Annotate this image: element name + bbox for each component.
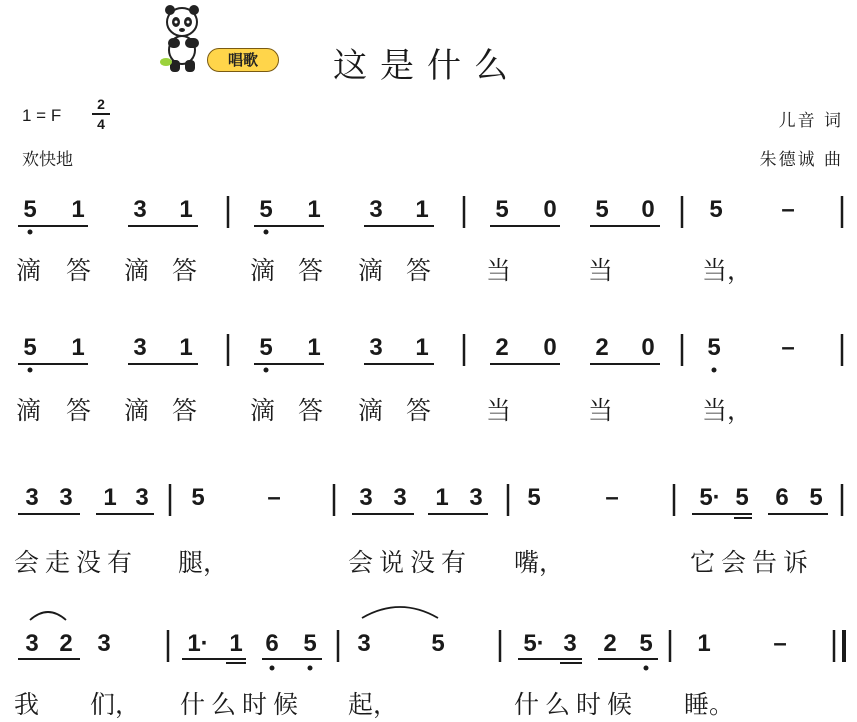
note: 5	[23, 196, 37, 223]
note: 5	[639, 630, 653, 657]
lyric: 当，	[702, 256, 753, 285]
composer-credit: 朱德诚 曲	[759, 150, 843, 170]
note: 5	[735, 484, 749, 511]
note: 0	[641, 196, 655, 223]
note: 0	[543, 334, 557, 361]
note: 3	[25, 484, 39, 511]
note: 1	[229, 630, 243, 657]
note: 3	[97, 630, 111, 657]
lyric: 滴	[124, 396, 150, 425]
lyric: 滴	[16, 396, 42, 425]
lyric: 答	[298, 256, 324, 285]
note: 3	[59, 484, 73, 511]
lyric: 它会告诉	[690, 548, 815, 577]
song-title: 这是什么	[333, 46, 521, 86]
lyric: 滴	[250, 256, 276, 285]
note: 2	[59, 630, 73, 657]
note: 3	[563, 630, 577, 657]
lyric: 当	[486, 396, 512, 425]
note: 1	[179, 196, 193, 223]
lyric: 滴	[250, 396, 276, 425]
lyric: 答	[66, 396, 92, 425]
note: 1	[415, 334, 429, 361]
lyric: 们，	[90, 690, 141, 719]
lyric: 什么时候	[180, 690, 305, 719]
dash: –	[267, 484, 281, 511]
note: 1	[415, 196, 429, 223]
lyric: 答	[406, 256, 432, 285]
note: 1	[307, 196, 321, 223]
note: 2	[603, 630, 617, 657]
note: 0	[543, 196, 557, 223]
note: 5	[595, 196, 609, 223]
note: 3	[25, 630, 39, 657]
tempo-marking: 欢快地	[22, 150, 73, 170]
note-dotted: 5·	[699, 484, 721, 511]
note: 1	[179, 334, 193, 361]
note-dotted: 5·	[523, 630, 545, 657]
note: 3	[393, 484, 407, 511]
lyric: 嘴，	[514, 548, 565, 577]
note: 3	[357, 630, 371, 657]
note: 2	[495, 334, 509, 361]
lyric: 答	[66, 256, 92, 285]
note: 3	[133, 334, 147, 361]
note: 3	[369, 196, 383, 223]
note: 1	[71, 196, 85, 223]
lyric: 什么时候	[514, 690, 639, 719]
lyric: 当	[486, 256, 512, 285]
note: 5	[707, 334, 721, 361]
time-bottom: 4	[97, 115, 105, 132]
lyric: 滴	[358, 256, 384, 285]
time-top: 2	[97, 96, 105, 112]
lyric: 答	[406, 396, 432, 425]
note: 6	[775, 484, 789, 511]
lyric: 答	[298, 396, 324, 425]
note: 3	[469, 484, 483, 511]
note: 1	[103, 484, 117, 511]
note: 3	[369, 334, 383, 361]
note: 5	[431, 630, 445, 657]
dash: –	[781, 334, 795, 361]
lyric: 腿，	[178, 548, 229, 577]
lyric: 睡。	[684, 690, 735, 719]
note: 1	[71, 334, 85, 361]
note: 5	[809, 484, 823, 511]
lyric: 滴	[358, 396, 384, 425]
dash: –	[605, 484, 619, 511]
lyric: 会走没有	[14, 548, 139, 577]
lyricist-credit: 儿音 词	[778, 111, 843, 131]
note: 5	[259, 334, 273, 361]
lyric: 会说没有	[348, 548, 473, 577]
note: 0	[641, 334, 655, 361]
lyric: 当	[588, 256, 614, 285]
lyric: 当	[588, 396, 614, 425]
dash: –	[781, 196, 795, 223]
key-signature: 1 = F	[22, 106, 62, 125]
lyric: 答	[172, 396, 198, 425]
lyric: 滴	[16, 256, 42, 285]
note: 5	[495, 196, 509, 223]
note: 5	[191, 484, 205, 511]
note: 5	[303, 630, 317, 657]
note: 1	[307, 334, 321, 361]
note: 6	[265, 630, 279, 657]
note: 1	[435, 484, 449, 511]
note: 3	[133, 196, 147, 223]
note: 3	[359, 484, 373, 511]
note: 2	[595, 334, 609, 361]
note: 5	[259, 196, 273, 223]
lyric: 起，	[348, 690, 399, 719]
note: 5	[709, 196, 723, 223]
note-dotted: 1·	[187, 630, 209, 657]
note: 3	[135, 484, 149, 511]
note: 5	[527, 484, 541, 511]
note: 1	[697, 630, 711, 657]
dash: –	[773, 630, 787, 657]
lyric: 当，	[702, 396, 753, 425]
lyric: 我	[14, 690, 40, 719]
sing-badge: 唱歌	[207, 48, 279, 72]
lyric: 答	[172, 256, 198, 285]
note: 5	[23, 334, 37, 361]
lyric: 滴	[124, 256, 150, 285]
